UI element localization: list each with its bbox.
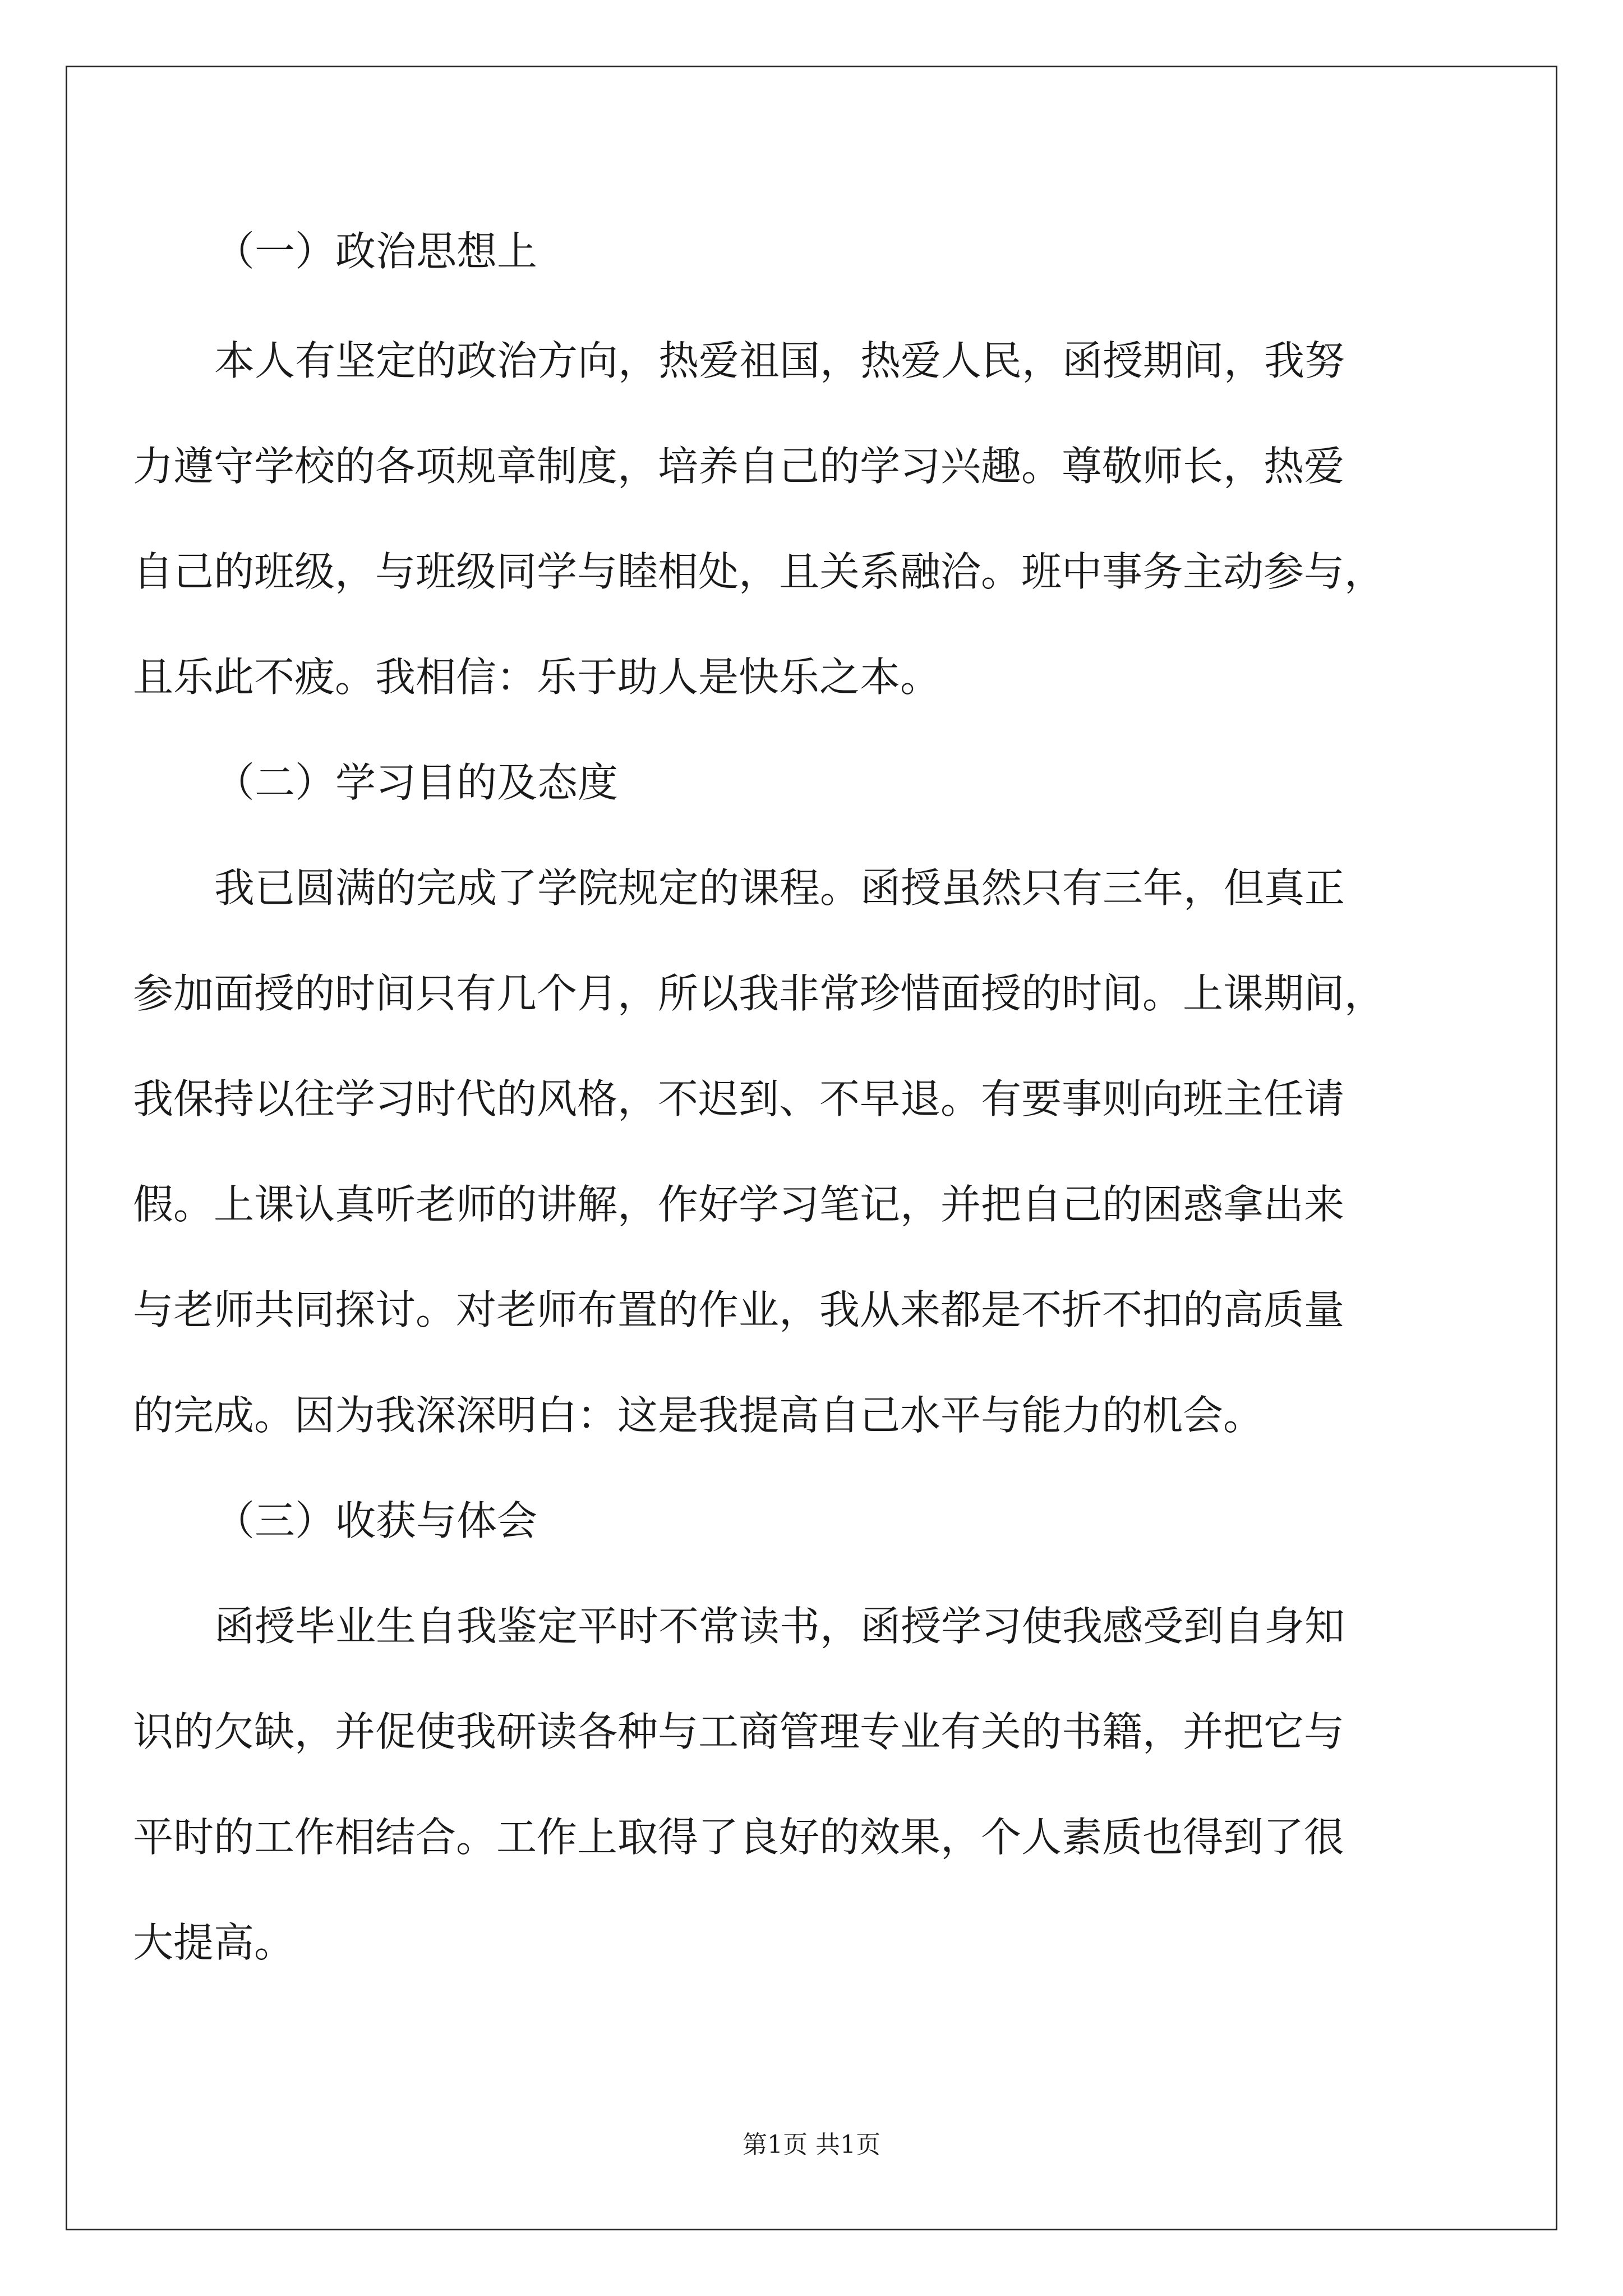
paragraph-line: 且乐此不疲。我相信：乐于助人是快乐之本。 bbox=[133, 654, 941, 701]
section-heading: （三）收获与体会 bbox=[214, 1497, 538, 1544]
paragraph-line: 力遵守学校的各项规章制度，培养自己的学习兴趣。尊敬师长，热爱 bbox=[133, 443, 1345, 490]
page-footer: 第1页 共1页 bbox=[743, 2131, 880, 2159]
paragraph-line: 与老师共同探讨。对老师布置的作业，我从来都是不折不扣的高质量 bbox=[133, 1286, 1345, 1333]
paragraph-line: 的完成。因为我深深明白：这是我提高自己水平与能力的机会。 bbox=[133, 1392, 1264, 1439]
paragraph-line: 平时的工作相结合。工作上取得了良好的效果，个人素质也得到了很 bbox=[133, 1814, 1345, 1861]
paragraph-line: 参加面授的时间只有几个月，所以我非常珍惜面授的时间。上课期间， bbox=[133, 970, 1385, 1017]
paragraph-line: 假。上课认真听老师的讲解，作好学习笔记，并把自己的困惑拿出来 bbox=[133, 1181, 1345, 1228]
section-heading: （二）学习目的及态度 bbox=[214, 759, 619, 806]
page-border bbox=[66, 66, 1557, 2230]
paragraph-line: 自己的班级，与班级同学与睦相处，且关系融洽。班中事务主动参与， bbox=[133, 548, 1385, 595]
paragraph-line: 识的欠缺，并促使我研读各种与工商管理专业有关的书籍，并把它与 bbox=[133, 1708, 1345, 1755]
paragraph-line: 本人有坚定的政治方向，热爱祖国，热爱人民，函授期间，我努 bbox=[214, 337, 1345, 384]
paragraph-line: 大提高。 bbox=[133, 1919, 295, 1966]
paragraph-line: 我保持以往学习时代的风格，不迟到、不早退。有要事则向班主任请 bbox=[133, 1075, 1345, 1122]
paragraph-line: 函授毕业生自我鉴定平时不常读书，函授学习使我感受到自身知 bbox=[214, 1603, 1345, 1650]
paragraph-line: 我已圆满的完成了学院规定的课程。函授虽然只有三年，但真正 bbox=[214, 864, 1345, 912]
section-heading: （一）政治思想上 bbox=[214, 228, 538, 275]
